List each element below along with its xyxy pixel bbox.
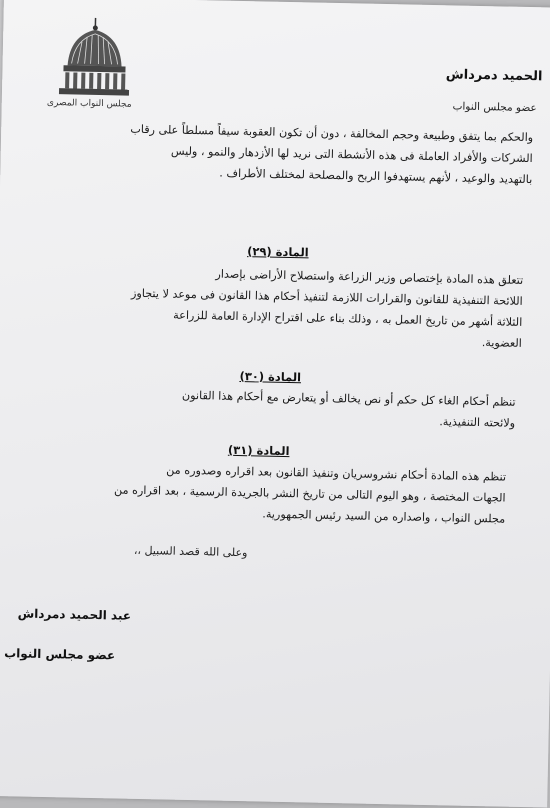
intro-line: بالتهديد والوعيد ، لأنهم يستهدفوا الربح والمصلحة لمختلف الأطراف . (219, 166, 533, 187)
intro-line: والحكم بما يتفق وطبيعة وحجم المخالفة ، دون أن تكون العقوبة سيفاً مسلطاً على رقاب (130, 122, 534, 145)
intro-paragraph (87, 118, 533, 190)
article-line: ولائحته التنفيذية. (439, 415, 516, 430)
article-line: الجهات المختصة ، وهو اليوم التالى من تاريخ النشر بالجريدة الرسمية ، بعد اقراره من (113, 483, 506, 505)
article-line: الثلاثة أشهر من تاريخ العمل به ، وذلك بناء على اقتراح الإدارة العامة للزراعة (173, 308, 523, 329)
header-member-name: الحميد دمرداش (445, 67, 543, 85)
article-30-body (85, 383, 516, 434)
article-line: العضوية. (481, 336, 522, 350)
article-line: تنظم هذه المادة أحكام نشروسريان وتنفيذ القانون بعد اقراره وصدوره من (166, 463, 507, 484)
article-line: تنظم أحكام الغاء كل حكم أو نص يخالف أو يتعارض مع أحكام هذا القانون (181, 388, 516, 409)
article-30-heading: المادة (٣٠) (239, 369, 302, 385)
article-29-body (82, 261, 524, 354)
article-line: مجلس النواب ، واصداره من السيد رئيس الجمهورية. (262, 507, 506, 526)
article-line: تتعلق هذه المادة بإختصاص وزير الزراعة واستصلاح الأراضى بإصدار (215, 267, 524, 287)
closing-line: وعلى الله قصد السبيل ،، (133, 543, 248, 560)
article-29-heading: المادة (٢٩) (247, 244, 309, 260)
article-31-heading: المادة (٣١) (227, 442, 290, 459)
logo-caption: مجلس النواب المصرى (46, 97, 132, 110)
parliament-dome-logo (57, 15, 134, 99)
article-line: اللائحة التنفيذية للقانون والقرارات اللازمة لتنفيذ أحكام هذا القانون فى موعد لا يتجاوز (130, 286, 523, 308)
signature-title: عضو مجلس النواب (4, 646, 116, 663)
intro-line: الشركات والأفراد العاملة فى هذه الأنشطة التى نريد لها الأزدهار والنمو ، وليس (170, 144, 533, 166)
signature-name: عبد الحميد دمرداش (17, 606, 132, 623)
header-member-title: عضو مجلس النواب (452, 100, 537, 115)
article-31-body (80, 458, 506, 530)
